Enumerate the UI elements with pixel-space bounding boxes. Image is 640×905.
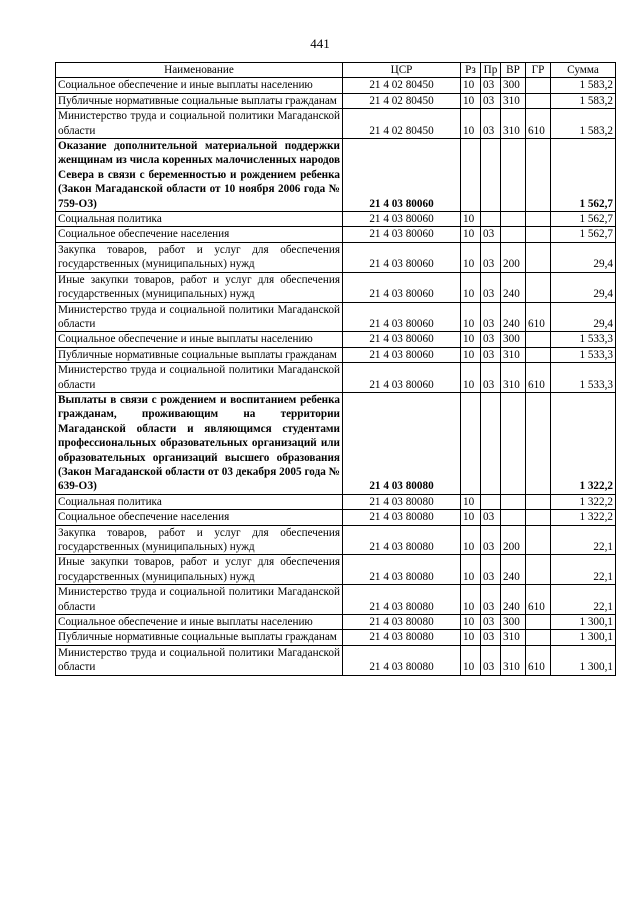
- cell-gr: [526, 615, 551, 630]
- cell-rz: 10: [461, 630, 481, 645]
- cell-rz: 10: [461, 109, 481, 139]
- cell-sum: 1 562,7: [551, 227, 616, 242]
- cell-rz: 10: [461, 227, 481, 242]
- cell-name: Иные закупки товаров, работ и услуг для обеспечения государственных (муниципальных) нужд: [56, 272, 343, 302]
- cell-name: Социальное обеспечение и иные выплаты населению: [56, 615, 343, 630]
- cell-csr: 21 4 03 80080: [343, 494, 461, 509]
- cell-name: Министерство труда и социальной политики Магаданской области: [56, 585, 343, 615]
- cell-name: Социальное обеспечение населения: [56, 510, 343, 525]
- cell-csr: 21 4 03 80080: [343, 630, 461, 645]
- cell-csr: 21 4 03 80080: [343, 615, 461, 630]
- cell-name: Министерство труда и социальной политики Магаданской области: [56, 363, 343, 393]
- cell-sum: 1 562,7: [551, 212, 616, 227]
- cell-name: Закупка товаров, работ и услуг для обеспечения государственных (муниципальных) нужд: [56, 525, 343, 555]
- cell-rz: 10: [461, 363, 481, 393]
- header-gr: ГР: [526, 63, 551, 78]
- cell-sum: 22,1: [551, 525, 616, 555]
- cell-sum: 1 300,1: [551, 645, 616, 675]
- cell-pr: 03: [481, 525, 501, 555]
- table-row: [56, 494, 616, 509]
- cell-gr: [526, 227, 551, 242]
- cell-csr: 21 4 03 80080: [343, 525, 461, 555]
- cell-sum: 22,1: [551, 585, 616, 615]
- header-sum: Сумма: [551, 63, 616, 78]
- cell-gr: [526, 139, 551, 212]
- cell-vr: 310: [501, 93, 526, 108]
- table-row: [56, 139, 616, 212]
- cell-pr: 03: [481, 109, 501, 139]
- cell-gr: [526, 392, 551, 494]
- cell-rz: 10: [461, 585, 481, 615]
- cell-pr: 03: [481, 555, 501, 585]
- page-number: 441: [310, 36, 330, 51]
- table-row: [56, 363, 616, 393]
- cell-name: Социальное обеспечение населения: [56, 227, 343, 242]
- cell-gr: [526, 525, 551, 555]
- cell-csr: 21 4 03 80060: [343, 332, 461, 347]
- table-row: [56, 242, 616, 272]
- cell-sum: 29,4: [551, 302, 616, 332]
- cell-csr: 21 4 03 80060: [343, 227, 461, 242]
- table-row: [56, 555, 616, 585]
- cell-rz: [461, 392, 481, 494]
- cell-name: Оказание дополнительной материальной поддержки женщинам из числа коренных малочисленных народов Севера в связи с беременностью и рождением ребенка (Закон Магаданской области от 10 ноября 2006 года № 759-ОЗ): [56, 139, 343, 212]
- cell-name: Социальная политика: [56, 494, 343, 509]
- cell-sum: 1 583,2: [551, 93, 616, 108]
- cell-sum: 1 322,2: [551, 510, 616, 525]
- cell-gr: 610: [526, 645, 551, 675]
- cell-vr: [501, 494, 526, 509]
- cell-csr: 21 4 03 80060: [343, 272, 461, 302]
- header-csr: ЦСР: [343, 63, 461, 78]
- cell-pr: 03: [481, 242, 501, 272]
- cell-vr: [501, 510, 526, 525]
- cell-name: Иные закупки товаров, работ и услуг для обеспечения государственных (муниципальных) нужд: [56, 555, 343, 585]
- cell-csr: 21 4 02 80450: [343, 93, 461, 108]
- cell-name: Министерство труда и социальной политики Магаданской области: [56, 645, 343, 675]
- cell-rz: 10: [461, 302, 481, 332]
- cell-sum: 1 300,1: [551, 630, 616, 645]
- cell-pr: 03: [481, 645, 501, 675]
- cell-vr: 240: [501, 272, 526, 302]
- cell-pr: 03: [481, 615, 501, 630]
- cell-rz: 10: [461, 212, 481, 227]
- cell-vr: 240: [501, 585, 526, 615]
- cell-rz: 10: [461, 93, 481, 108]
- table-row: [56, 302, 616, 332]
- cell-sum: 1 583,2: [551, 109, 616, 139]
- cell-csr: 21 4 03 80080: [343, 585, 461, 615]
- cell-rz: 10: [461, 525, 481, 555]
- cell-name: Публичные нормативные социальные выплаты гражданам: [56, 93, 343, 108]
- cell-sum: 22,1: [551, 555, 616, 585]
- cell-rz: 10: [461, 78, 481, 93]
- cell-vr: [501, 212, 526, 227]
- cell-vr: 310: [501, 645, 526, 675]
- cell-pr: [481, 212, 501, 227]
- cell-csr: 21 4 03 80080: [343, 392, 461, 494]
- cell-name: Публичные нормативные социальные выплаты гражданам: [56, 630, 343, 645]
- header-rz: Рз: [461, 63, 481, 78]
- cell-gr: [526, 212, 551, 227]
- cell-pr: [481, 139, 501, 212]
- cell-pr: 03: [481, 347, 501, 362]
- cell-pr: 03: [481, 630, 501, 645]
- header-name: Наименование: [56, 63, 343, 78]
- cell-sum: 1 533,3: [551, 347, 616, 362]
- cell-csr: 21 4 03 80060: [343, 139, 461, 212]
- table-row: [56, 332, 616, 347]
- cell-name: Социальное обеспечение и иные выплаты населению: [56, 78, 343, 93]
- cell-pr: [481, 392, 501, 494]
- cell-sum: 1 300,1: [551, 615, 616, 630]
- table-row: [56, 347, 616, 362]
- cell-csr: 21 4 02 80450: [343, 109, 461, 139]
- cell-sum: 1 322,2: [551, 494, 616, 509]
- cell-gr: [526, 347, 551, 362]
- cell-gr: 610: [526, 363, 551, 393]
- cell-csr: 21 4 03 80060: [343, 242, 461, 272]
- cell-vr: 300: [501, 78, 526, 93]
- cell-csr: 21 4 03 80060: [343, 212, 461, 227]
- cell-vr: 300: [501, 332, 526, 347]
- cell-pr: 03: [481, 272, 501, 302]
- cell-sum: 1 533,3: [551, 363, 616, 393]
- cell-pr: 03: [481, 585, 501, 615]
- cell-name: Министерство труда и социальной политики Магаданской области: [56, 302, 343, 332]
- table-body: [56, 78, 616, 675]
- cell-csr: 21 4 03 80080: [343, 645, 461, 675]
- cell-rz: 10: [461, 510, 481, 525]
- cell-pr: 03: [481, 227, 501, 242]
- cell-gr: [526, 510, 551, 525]
- cell-rz: 10: [461, 494, 481, 509]
- cell-sum: 29,4: [551, 272, 616, 302]
- cell-pr: 03: [481, 332, 501, 347]
- cell-gr: [526, 93, 551, 108]
- table-row: [56, 630, 616, 645]
- cell-vr: [501, 139, 526, 212]
- cell-name: Закупка товаров, работ и услуг для обеспечения государственных (муниципальных) нужд: [56, 242, 343, 272]
- cell-pr: 03: [481, 78, 501, 93]
- table-row: [56, 525, 616, 555]
- table-row: [56, 109, 616, 139]
- cell-sum: 29,4: [551, 242, 616, 272]
- cell-vr: 310: [501, 630, 526, 645]
- cell-pr: 03: [481, 302, 501, 332]
- cell-csr: 21 4 03 80060: [343, 302, 461, 332]
- cell-rz: 10: [461, 272, 481, 302]
- cell-name: Выплаты в связи с рождением и воспитанием ребенка гражданам, проживающим на территории Магаданской области и являющимся студентами профессиональных образовательных организаций или образовательных организаций высшего образования (Закон Магаданской области от 03 декабря 2005 года № 639-ОЗ): [56, 392, 343, 494]
- cell-csr: 21 4 03 80080: [343, 510, 461, 525]
- cell-sum: 1 533,3: [551, 332, 616, 347]
- table-row: [56, 645, 616, 675]
- cell-gr: [526, 630, 551, 645]
- cell-pr: 03: [481, 363, 501, 393]
- cell-gr: [526, 78, 551, 93]
- header-vr: ВР: [501, 63, 526, 78]
- cell-csr: 21 4 03 80080: [343, 555, 461, 585]
- table-row: [56, 93, 616, 108]
- cell-rz: 10: [461, 555, 481, 585]
- table-row: [56, 510, 616, 525]
- cell-gr: 610: [526, 109, 551, 139]
- cell-vr: 200: [501, 525, 526, 555]
- cell-name: Публичные нормативные социальные выплаты гражданам: [56, 347, 343, 362]
- cell-csr: 21 4 03 80060: [343, 347, 461, 362]
- cell-rz: 10: [461, 615, 481, 630]
- header-row: [56, 63, 616, 78]
- cell-sum: 1 583,2: [551, 78, 616, 93]
- cell-gr: [526, 555, 551, 585]
- cell-vr: 240: [501, 302, 526, 332]
- cell-rz: [461, 139, 481, 212]
- table-row: [56, 227, 616, 242]
- cell-pr: [481, 494, 501, 509]
- cell-gr: [526, 494, 551, 509]
- cell-gr: [526, 272, 551, 302]
- cell-vr: 310: [501, 363, 526, 393]
- cell-name: Министерство труда и социальной политики Магаданской области: [56, 109, 343, 139]
- table-row: [56, 212, 616, 227]
- cell-vr: [501, 227, 526, 242]
- cell-rz: 10: [461, 332, 481, 347]
- cell-vr: [501, 392, 526, 494]
- table-row: [56, 615, 616, 630]
- table-row: [56, 585, 616, 615]
- table-row: [56, 272, 616, 302]
- cell-gr: 610: [526, 302, 551, 332]
- header-pr: Пр: [481, 63, 501, 78]
- cell-rz: 10: [461, 645, 481, 675]
- cell-vr: 300: [501, 615, 526, 630]
- cell-rz: 10: [461, 347, 481, 362]
- cell-vr: 310: [501, 109, 526, 139]
- cell-gr: [526, 332, 551, 347]
- cell-csr: 21 4 02 80450: [343, 78, 461, 93]
- cell-name: Социальная политика: [56, 212, 343, 227]
- cell-gr: [526, 242, 551, 272]
- budget-table: [55, 62, 616, 676]
- cell-vr: 240: [501, 555, 526, 585]
- cell-vr: 310: [501, 347, 526, 362]
- cell-rz: 10: [461, 242, 481, 272]
- cell-vr: 200: [501, 242, 526, 272]
- table-row: [56, 78, 616, 93]
- table-row: [56, 392, 616, 494]
- cell-sum: 1 562,7: [551, 139, 616, 212]
- cell-pr: 03: [481, 93, 501, 108]
- cell-csr: 21 4 03 80060: [343, 363, 461, 393]
- cell-gr: 610: [526, 585, 551, 615]
- cell-sum: 1 322,2: [551, 392, 616, 494]
- cell-pr: 03: [481, 510, 501, 525]
- cell-name: Социальное обеспечение и иные выплаты населению: [56, 332, 343, 347]
